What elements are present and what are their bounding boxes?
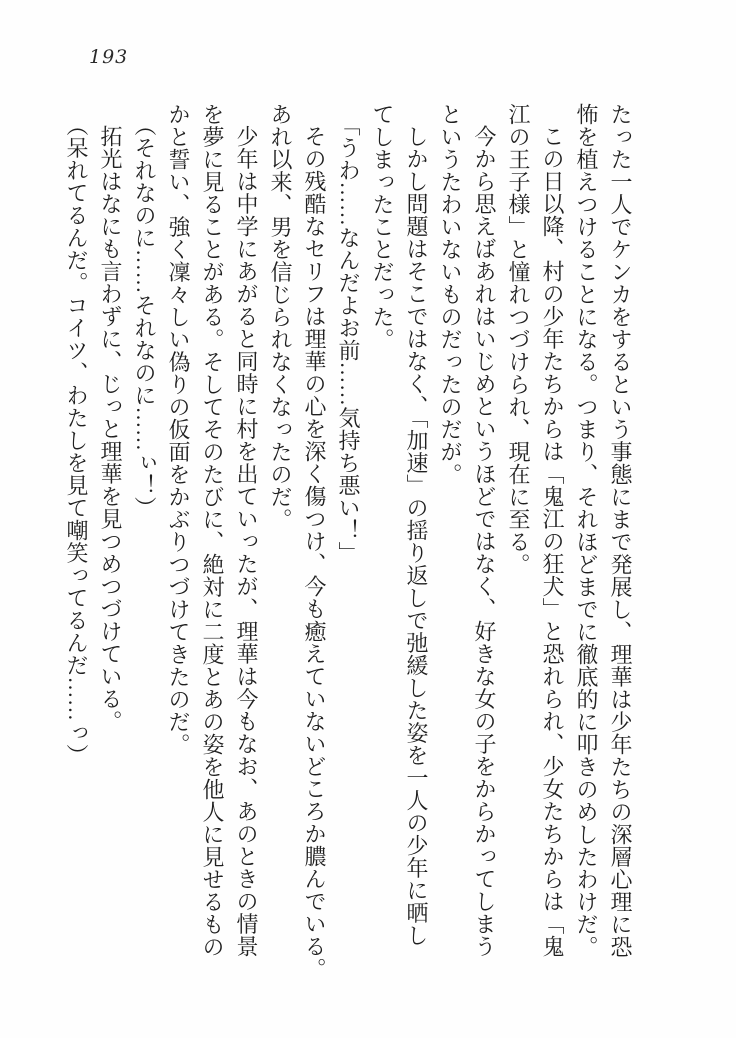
text-line: 少年は中学にあがると同時に村を出ていったが、理華は今もなお、あのときの情景 bbox=[234, 125, 259, 958]
vertical-text-block bbox=[59, 103, 637, 983]
text-line: その残酷なセリフは理華の心を深く傷つけ、今も癒えていないどころか膿んでいる。 bbox=[302, 125, 327, 980]
text-line: を夢に見ることがある。そしてそのたびに、絶対に二度とあの姿を他人に見せるもの bbox=[200, 103, 225, 958]
text-line: 怖を植えつけることになる。つまり、それほどまでに徹底的に叩きのめしたわけだ。 bbox=[574, 103, 599, 958]
text-line: （それなのに……それなのに……ぃ！） bbox=[132, 114, 157, 519]
text-line: というたわいないものだったのだが。 bbox=[438, 103, 463, 486]
text-line: 「うわ……なんだよお前……気持ち悪い！」 bbox=[336, 114, 361, 564]
text-line: この日以降、村の少年たちからは「鬼江の狂犬」と恐れられ、少女たちからは「鬼 bbox=[540, 125, 565, 958]
text-line: しかし問題はそこではなく、「加速」の揺り返しで弛緩した姿を一人の少年に晒し bbox=[404, 125, 429, 947]
text-line: てしまったことだった。 bbox=[370, 103, 395, 351]
text-line: たった一人でケンカをするという事態にまで発展し、理華は少年たちの深層心理に恐 bbox=[608, 103, 633, 958]
page-number: 193 bbox=[89, 46, 129, 68]
text-line: あれ以来、男を信じられなくなったのだ。 bbox=[268, 103, 293, 531]
text-line: 今から思えばあれはいじめというほどではなく、好きな女の子をからかってしまう bbox=[472, 125, 497, 958]
text-line: 拓光はなにも言わずに、じっと理華を見つめつづけている。 bbox=[98, 125, 123, 733]
text-line: （呆れてるんだ。コイツ、わたしを見て嘲笑ってるんだ……っ） bbox=[64, 114, 89, 767]
text-line: 江の王子様」と憧れつづけられ、現在に至る。 bbox=[506, 103, 531, 576]
text-line: かと誓い、強く凜々しい偽りの仮面をかぶりつづけてきたのだ。 bbox=[166, 103, 191, 756]
